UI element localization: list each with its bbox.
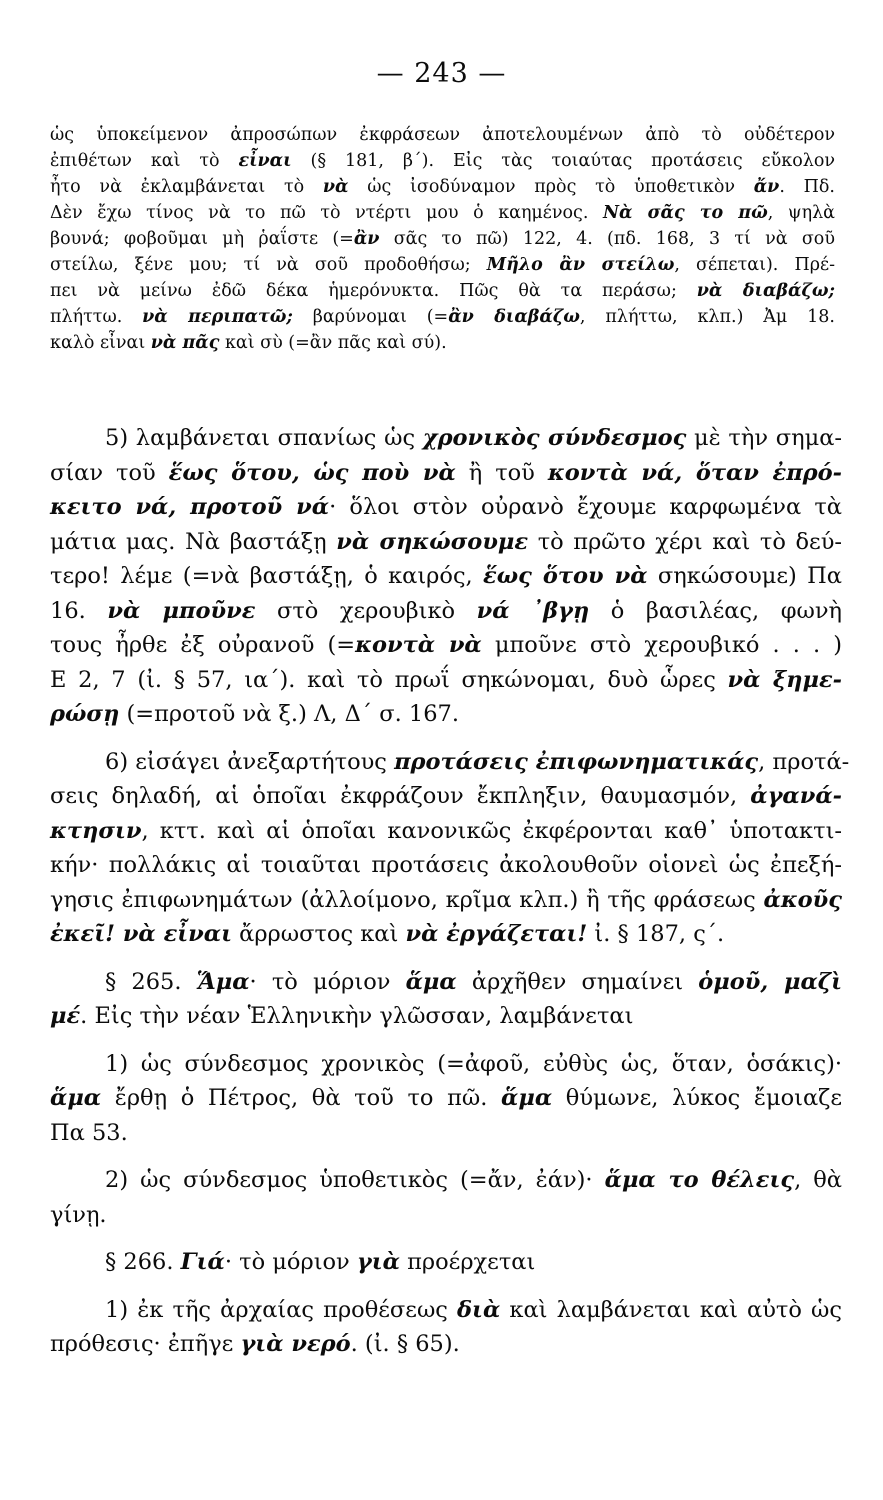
emphasis: ἕως ὅτου, ὡς ποὺ νὰ <box>168 459 456 486</box>
emphasis: κοντὰ νά, ὅταν ἐπρό- <box>547 459 842 486</box>
text-line: γίνῃ. <box>50 1201 107 1228</box>
text-line: σεις δηλαδή, αἱ ὁποῖαι ἐκφράζουν ἔκπληξιν, θαυμασμόν, ἀγανά- <box>50 783 842 809</box>
emphasis: νὰ σηκώσουμε <box>336 528 529 555</box>
page-number: — 243 — <box>376 58 507 89</box>
text-line: Δὲν ἔχω τίνος νὰ το πῶ τὸ ντέρτι μου ὁ καημένος. Νὰ σᾶς το πῶ, ψηλὰ <box>50 203 835 223</box>
emphasis: ἂν διαβάζω <box>448 307 580 327</box>
text-line: βουνά; φοβοῦμαι μὴ ῥαΐστε (=ἂν σᾶς το πῶ) 122, 4. (πδ. 168, 3 τί νὰ σοῦ <box>50 229 835 249</box>
text-line: κτησιν, κττ. καὶ αἱ ὁποῖαι κανονικῶς ἐκφέρονται καθ᾽ ὑποτακτι- <box>50 817 842 844</box>
emphasis: ὁμοῦ, μαζὶ <box>698 968 842 995</box>
text-line: κειτο νά, προτοῦ νά· ὅλοι στὸν οὐρανὸ ἔχουμε καρφωμένα τὰ <box>50 494 842 520</box>
emphasis: κειτο νά, προτοῦ νά <box>50 494 330 520</box>
emphasis: Ἅμα <box>196 968 250 995</box>
emphasis: νά ᾽βγῃ <box>476 597 590 624</box>
emphasis: Γιά <box>180 1249 225 1275</box>
footnote-block <box>50 122 835 356</box>
emphasis: ἄν <box>753 177 780 197</box>
text-line: πλήττω. νὰ περιπατῶ; βαρύνομαι (=ἂν διαβάζω, πλήττω, κλπ.) Ἀμ 18. <box>50 307 835 327</box>
emphasis: ἐκεῖ! νὰ εἶναι <box>50 921 232 947</box>
emphasis: νὰ διαβάζω; <box>696 281 835 301</box>
section-heading-266: § 266. Γιά· τὸ μόριον γιὰ προέρχεται <box>105 1249 536 1275</box>
emphasis: μέ <box>50 1003 81 1029</box>
text-line: τους ἦρθε ἐξ οὐρανοῦ (=κοντὰ νὰ μποῦνε στὸ χερουβικό . . . ) <box>50 632 842 658</box>
text-line: 5) λαμβάνεται σπανίως ὡς χρονικὸς σύνδεσμος μὲ τὴν σημα- <box>105 425 842 451</box>
emphasis: Νὰ σᾶς το πῶ <box>603 203 768 223</box>
emphasis: γιὰ νερό <box>240 1331 351 1357</box>
text-line: ἦτο νὰ ἐκλαμβάνεται τὸ νὰ ὡς ἰσοδύναμον πρὸς τὸ ὑποθετικὸν ἄν. Πδ. <box>50 177 835 197</box>
text-line: πρόθεσις· ἐπῆγε γιὰ νερό. (ἰ. § 65). <box>50 1331 460 1357</box>
emphasis: νὰ <box>322 177 349 197</box>
text-line: Πα 53. <box>50 1119 128 1146</box>
emphasis: ἀκοῦς <box>763 886 842 913</box>
emphasis: νὰ ξημε- <box>727 666 842 693</box>
text-line: ἐπιθέτων καὶ τὸ εἶναι (§ 181, β΄). Εἰς τὰς τοιαύτας προτάσεις εὔκολον <box>50 151 835 171</box>
text-line: 2) ὡς σύνδεσμος ὑποθετικὸς (=ἄν, ἐάν)· ἅμα το θέλεις, θὰ <box>105 1167 843 1193</box>
text-line: ὡς ὑποκείμενον ἀπροσώπων ἐκφράσεων ἀποτελουμένων ἀπὸ τὸ οὐδέτερον <box>50 125 835 145</box>
emphasis: ἅμα <box>501 1085 553 1111</box>
text-line: ρώσῃ (=προτοῦ νὰ ξ.) Λ, Δ΄ σ. 167. <box>50 701 459 727</box>
emphasis: ἀγανά- <box>750 783 842 809</box>
emphasis: χρονικὸς σύνδεσμος <box>422 425 687 451</box>
emphasis: ἕως ὅτου νὰ <box>483 563 648 589</box>
emphasis: διὰ <box>457 1296 501 1323</box>
text-line: ἅμα ἔρθῃ ὁ Πέτρος, θὰ τοῦ το πῶ. ἅμα θύμωνε, λύκος ἔμοιαζε <box>50 1085 842 1111</box>
emphasis: ἅμα <box>50 1085 102 1111</box>
emphasis: κτησιν <box>50 817 142 844</box>
text-line: 1) ἐκ τῆς ἀρχαίας προθέσεως διὰ καὶ λαμβάνεται καὶ αὐτὸ ὡς <box>105 1296 842 1323</box>
emphasis: νὰ ἐργάζεται! <box>405 921 588 947</box>
text-line: 6) εἰσάγει ἀνεξαρτήτους προτάσεις ἐπιφωνηματικάς, προτά- <box>105 748 850 775</box>
emphasis: ἅμα <box>405 968 457 995</box>
text-line: 1) ὡς σύνδεσμος χρονικὸς (=ἀφοῦ, εὐθὺς ὡς, ὅταν, ὁσάκις)· <box>105 1050 842 1077</box>
emphasis: ρώσῃ <box>50 701 120 727</box>
emphasis: κοντὰ νὰ <box>355 632 482 658</box>
text-line: γησις ἐπιφωνημάτων (ἀλλοίμονο, κρῖμα κλπ.) ἢ τῆς φράσεως ἀκοῦς <box>50 886 842 913</box>
text-line: 16. νὰ μποῦνε στὸ χερουβικὸ νά ᾽βγῃ ὁ βασιλέας, φωνὴ <box>50 597 842 624</box>
section-heading-265: § 265. Ἅμα· τὸ μόριον ἅμα ἀρχῆθεν σημαίνει ὁμοῦ, μαζὶ <box>105 968 842 995</box>
text-line: μέ. Εἰς τὴν νέαν Ἑλληνικὴν γλῶσσαν, λαμβάνεται <box>50 1003 634 1029</box>
main-text-block <box>50 421 850 1362</box>
text-line: στείλω, ξένε μου; τί νὰ σοῦ προδοθήσω; Μῆλο ἂν στείλω, σέπεται). Πρέ- <box>50 255 835 275</box>
text-line: κήν· πολλάκις αἱ τοιαῦται προτάσεις ἀκολουθοῦν οἱονεὶ ὡς ἐπεξή- <box>50 852 842 878</box>
text-line: πει νὰ μείνω ἐδῶ δέκα ἡμερόνυκτα. Πῶς θὰ τα περάσω; νὰ διαβάζω; <box>50 281 835 301</box>
text-line: μάτια μας. Νὰ βαστάξῃ νὰ σηκώσουμε τὸ πρῶτο χέρι καὶ τὸ δεύ- <box>50 528 842 555</box>
emphasis: εἶναι <box>238 151 292 171</box>
text-line: ἐκεῖ! νὰ εἶναι ἄρρωστος καὶ νὰ ἐργάζεται! ἰ. § 187, ς΄. <box>50 921 725 947</box>
text-line: Ε 2, 7 (ἰ. § 57, ια΄). καὶ τὸ πρωΐ σηκώνομαι, δυὸ ὧρες νὰ ξημε- <box>50 666 842 693</box>
emphasis: Μῆλο ἂν στείλω <box>486 255 675 275</box>
emphasis: νὰ πᾶς <box>150 333 220 353</box>
emphasis: νὰ μποῦνε <box>107 597 256 624</box>
emphasis: προτάσεις ἐπιφωνηματικάς <box>394 748 759 775</box>
emphasis: ἅμα το θέλεις <box>604 1167 795 1193</box>
text-line: σίαν τοῦ ἕως ὅτου, ὡς ποὺ νὰ ἢ τοῦ κοντὰ νά, ὅταν ἐπρό- <box>50 459 842 486</box>
emphasis: νὰ περιπατῶ; <box>142 307 293 327</box>
emphasis: γιὰ <box>356 1249 400 1275</box>
text-line: καλὸ εἶναι νὰ πᾶς καὶ σὺ (=ἂν πᾶς καὶ σύ). <box>50 333 447 353</box>
text-line: τερο! λέμε (=νὰ βαστάξῃ, ὁ καιρός, ἕως ὅτου νὰ σηκώσουμε) Πα <box>50 563 842 589</box>
emphasis: ἂν <box>353 229 380 249</box>
